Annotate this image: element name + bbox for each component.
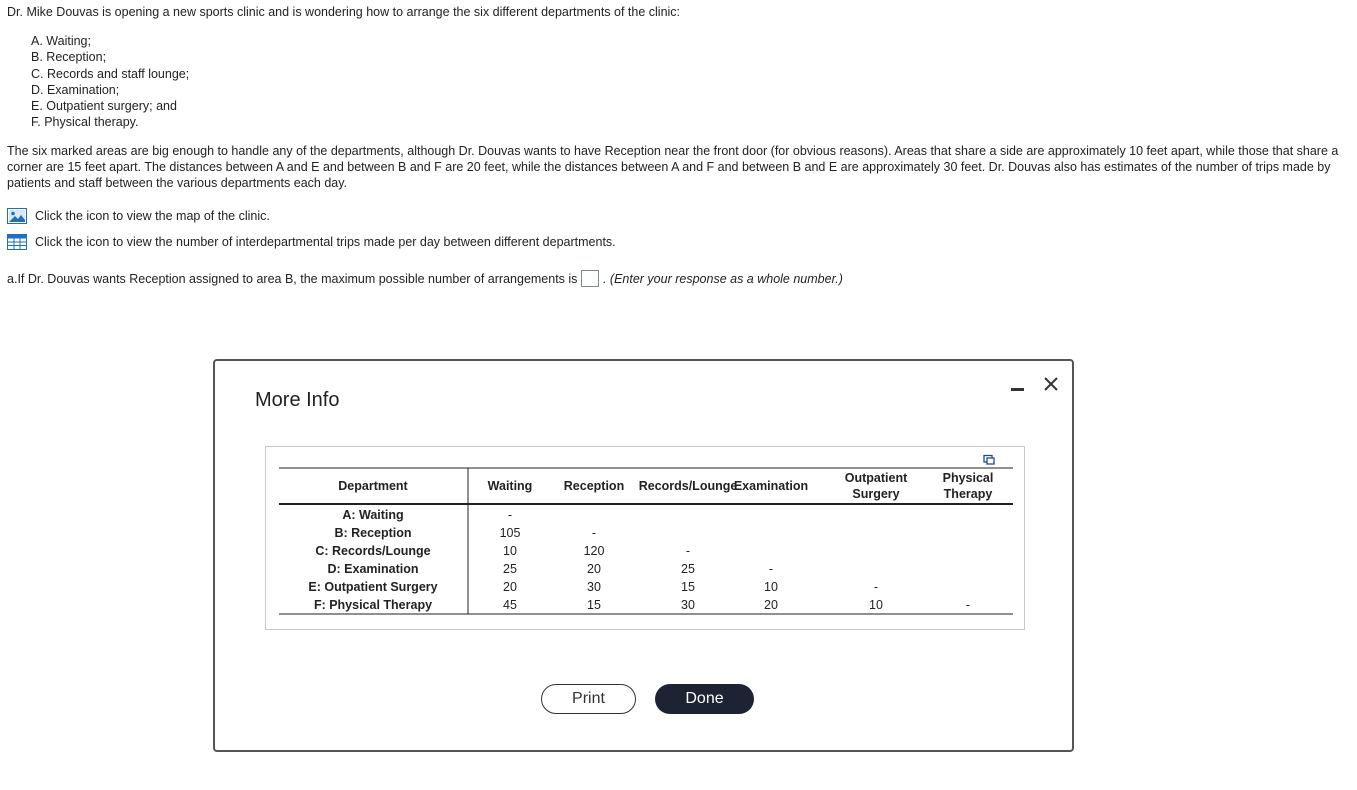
table-cell: 45: [503, 598, 517, 612]
trips-link-row: [7, 233, 616, 251]
table-row-label: A: Waiting: [342, 508, 404, 522]
question-text: If Dr. Douvas wants Reception assigned to area B, the maximum possible number of arrangements is: [17, 271, 578, 286]
table-cell: -: [591, 526, 597, 540]
department-item: F. Physical therapy.: [31, 115, 139, 130]
table-column-header: Outpatient: [844, 471, 908, 485]
table-cell: 20: [587, 562, 601, 576]
table-header-department: Department: [338, 479, 408, 493]
close-icon[interactable]: [1041, 374, 1061, 394]
table-cell: 10: [503, 544, 517, 558]
department-item: A. Waiting;: [31, 34, 91, 48]
table-cell: 20: [503, 580, 517, 594]
trips-link-text: Click the icon to view the number of interdepartmental trips made per day between different departments.: [35, 235, 616, 249]
table-row-label: B: Reception: [334, 526, 412, 540]
table-column-header: Surgery: [852, 487, 900, 501]
department-item: C. Records and staff lounge;: [31, 66, 190, 81]
table-cell: -: [768, 562, 774, 576]
trips-table: [266, 447, 1026, 631]
table-column-header: Therapy: [943, 487, 993, 501]
minimize-button[interactable]: [1011, 388, 1024, 391]
image-icon[interactable]: [7, 208, 27, 224]
more-info-dialog: [213, 359, 1074, 752]
table-cell: -: [685, 544, 691, 558]
table-icon[interactable]: [7, 234, 27, 250]
map-link-text: Click the icon to view the map of the clinic.: [35, 209, 270, 223]
table-cell: 25: [681, 562, 695, 576]
table-cell: 30: [681, 598, 695, 612]
answer-input[interactable]: [581, 270, 599, 287]
map-link-row: [7, 207, 270, 225]
table-cell: -: [507, 508, 513, 522]
table-cell: 120: [583, 544, 605, 558]
department-item: B. Reception;: [31, 50, 107, 65]
table-row-label: D: Examination: [327, 562, 419, 576]
table-cell: 105: [499, 526, 521, 540]
table-row-label: E: Outpatient Surgery: [308, 580, 438, 594]
table-column-header: Examination: [733, 479, 809, 493]
problem-intro: Dr. Mike Douvas is opening a new sports clinic and is wondering how to arrange the six different departments of the clinic:: [7, 5, 681, 19]
table-cell: 15: [681, 580, 695, 594]
table-cell: 30: [587, 580, 601, 594]
table-cell: 10: [869, 598, 883, 612]
table-cell: 20: [764, 598, 778, 612]
table-cell: 10: [764, 580, 778, 594]
dialog-title: More Info: [255, 389, 340, 411]
table-column-header: Physical: [942, 471, 994, 485]
print-button[interactable]: Print: [541, 684, 636, 714]
answer-hint: (Enter your response as a whole number.): [609, 271, 843, 286]
table-cell: -: [873, 580, 879, 594]
department-item: D. Examination;: [31, 82, 120, 97]
question-a: [7, 270, 843, 287]
table-row-label: F: Physical Therapy: [313, 598, 433, 612]
question-period: .: [602, 271, 606, 286]
table-column-header: Records/Lounge: [638, 479, 738, 493]
problem-paragraph: The six marked areas are big enough to handle any of the departments, although Dr. Douvas wants to have Reception near the front door (for obvious reasons). Areas that share a side are approximately 10 feet apart, while those that share a corner are 15 feet apart. The distances between A and E and between B and F are 20 feet, while the distances between A and F and between B and E are approximately 30 feet. Dr. Douvas also has estimates of the number of trips made by patients and staff between the various departments each day.: [7, 144, 1339, 191]
trips-table-frame: [265, 446, 1025, 630]
table-column-header: Waiting: [487, 479, 533, 493]
question-label: a.: [7, 271, 18, 286]
table-cell: 15: [587, 598, 601, 612]
done-button[interactable]: Done: [655, 684, 754, 714]
department-item: E. Outpatient surgery; and: [31, 99, 177, 114]
table-column-header: Reception: [563, 479, 625, 493]
table-cell: 25: [503, 562, 517, 576]
table-cell: -: [965, 598, 971, 612]
department-list: [31, 33, 189, 131]
table-row-label: C: Records/Lounge: [315, 544, 431, 558]
